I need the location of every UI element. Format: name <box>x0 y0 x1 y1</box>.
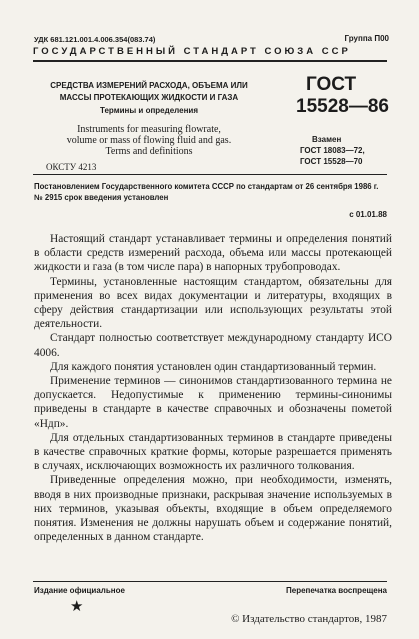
reprint-prohibited-note: Перепечатка воспрещена <box>286 586 387 595</box>
english-title-line: volume or mass of flowing fluid and gas. <box>66 135 232 146</box>
body-paragraph: Применение терминов — синонимов стандартизованного термина не допускается. Недопустимые к применению термины-синонимы приведены в стандарте в качестве справочных и обозначены пометой «Ндп». <box>34 375 392 430</box>
gost-number: 15528—86 <box>296 96 389 117</box>
body-paragraph: Для отдельных стандартизованных терминов в стандарте приведены в качестве справочных краткие формы, которые разрешается применять в случаях, исключающих возможность их различного толкования. <box>34 431 392 473</box>
replaces-label: Взамен <box>312 135 342 144</box>
body-paragraph: Настоящий стандарт устанавливает термины и определения понятий в области средств измерений расхода, объема или массы протекающей жидкости и газа (в том числе пара) в напорных трубопроводах. <box>34 233 392 274</box>
russian-subtitle: Термины и определения <box>99 106 198 115</box>
russian-title <box>33 80 265 104</box>
body-paragraph: Стандарт полностью соответствует международному стандарту ИСО 4006. <box>34 332 392 359</box>
body-paragraph: Приведенные определения можно, при необходимости, изменять, вводя в них производные признаки, раскрывая значение используемых в них терминов, указывая объекты, входящие в объем определяемого понятия. Изменения не должны нарушать объем и содержание понятий, определенных в данном стандарте. <box>34 474 392 544</box>
gost-label: ГОСТ <box>306 74 357 95</box>
body-text <box>34 232 392 544</box>
group-code: Группа П00 <box>344 34 389 43</box>
standard-banner: ГОСУДАРСТВЕННЫЙ СТАНДАРТ СОЮЗА ССР <box>33 46 351 57</box>
title-rule <box>33 174 387 175</box>
english-title-line: Terms and definitions <box>105 146 193 157</box>
replaced-standard: ГОСТ 15528—70 <box>300 157 363 166</box>
udk-code: УДК 681.121.001.4.006.354(083.74) <box>34 35 156 44</box>
russian-title-line: МАССЫ ПРОТЕКАЮЩИХ ЖИДКОСТИ И ГАЗА <box>59 93 239 102</box>
okstu-code: ОКСТУ 4213 <box>46 162 97 172</box>
replaced-standard: ГОСТ 18083—72, <box>300 146 365 155</box>
russian-title-line: СРЕДСТВА ИЗМЕРЕНИЙ РАСХОДА, ОБЪЕМА ИЛИ <box>50 81 248 90</box>
body-paragraph: Термины, установленные настоящим стандартом, обязательны для применения во всех видах документации и литературы, входящих в сферу действия стандартизации или использующих результаты этой деятельности. <box>34 275 392 331</box>
copyright-line: © Издательство стандартов, 1987 <box>231 613 387 625</box>
english-title-line: Instruments for measuring flowrate, <box>77 124 221 135</box>
english-title <box>33 124 265 157</box>
body-paragraph: Для каждого понятия установлен один стандартизованный термин. <box>50 360 377 373</box>
footer-rule <box>33 581 387 582</box>
star-icon: ★ <box>70 599 84 615</box>
decree-text: Постановлением Государственного комитета СССР по стандартам от 26 сентября 1986 г. № 2915 срок введения установлен <box>34 182 379 202</box>
effective-date: с 01.01.88 <box>349 210 387 219</box>
official-edition-note: Издание официальное <box>34 586 125 595</box>
header-rule <box>33 60 387 62</box>
